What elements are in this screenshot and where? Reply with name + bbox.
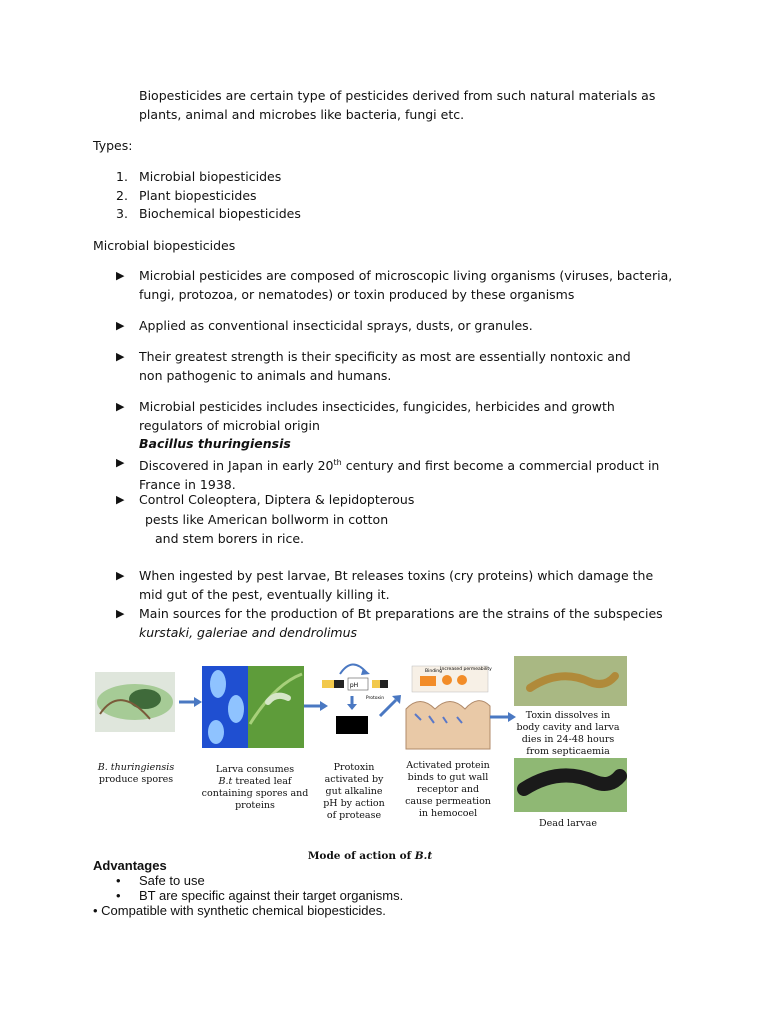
bullet-arrow-icon: ▶ — [116, 400, 125, 413]
bullet-arrow-icon: ▶ — [116, 493, 125, 506]
bt-heading: Bacillus thuringiensis — [139, 436, 291, 451]
list-number: 3. — [116, 206, 128, 221]
arrow-icon — [179, 697, 202, 707]
caption-2 — [200, 764, 310, 812]
bacterium-image — [95, 672, 175, 732]
bt-ingested: When ingested by pest larvae, Bt releases toxins (cry proteins) which damage the mid gut of the pest, eventually killing it. — [139, 568, 654, 602]
protoxin-label: Protoxin — [365, 696, 385, 701]
list-item: Plant biopesticides — [139, 188, 257, 203]
intro-paragraph: Biopesticides are certain type of pesticides derived from such natural materials as plants, animal and microbes like bacteria, fungi etc. — [139, 88, 656, 122]
caption-4: Activated protein binds to gut wall receptor and cause permeation in hemocoel — [405, 760, 491, 819]
bt-control-line-3: and stem borers in rice. — [155, 531, 305, 546]
larva-image — [514, 656, 627, 706]
advantage-item: BT are specific against their target organisms. — [139, 888, 404, 903]
caption-2a: Larva consumes — [215, 764, 295, 775]
bullet-item: Their greatest strength is their specificity as most are essentially nontoxic and non pathogenic to animals and humans. — [139, 349, 631, 383]
microbial-heading: Microbial biopesticides — [93, 238, 236, 253]
figure-title-bt: B.t — [414, 850, 433, 862]
permeability-label: Increased permeability — [440, 667, 492, 672]
advantage-item-last: • Compatible with synthetic chemical biopesticides. — [93, 903, 386, 918]
bullet-arrow-icon: ▶ — [116, 607, 125, 620]
bt-discovered-text: Discovered in Japan in early 20 — [139, 458, 334, 474]
spores-leaf-image — [202, 666, 304, 748]
figure-illustration — [90, 654, 635, 864]
figure-title-text: Mode of action of — [307, 850, 415, 862]
dead-larvae-image — [514, 758, 627, 812]
bullet-arrow-icon: ▶ — [116, 456, 125, 469]
caption-1a: B. thuringiensis — [97, 762, 175, 773]
ordinal-sup: th — [333, 458, 342, 467]
list-number: 1. — [116, 169, 128, 184]
bt-subspecies: kurstaki, galeriae and dendrolimus — [139, 625, 358, 640]
list-item: Biochemical biopesticides — [139, 206, 301, 221]
bullet-arrow-icon: ▶ — [116, 350, 125, 363]
bullet-arrow-icon: ▶ — [116, 269, 125, 282]
bt-sources — [139, 604, 679, 642]
bullet-dot-icon: • — [116, 888, 121, 903]
caption-6: Dead larvae — [539, 818, 597, 829]
caption-5: Toxin dissolves in body cavity and larva dies in 24-48 hours from septicaemia — [516, 710, 620, 757]
bullet-dot-icon: • — [116, 873, 121, 888]
list-item: Microbial biopesticides — [139, 169, 282, 184]
caption-2c: treated leaf containing spores and proteins — [201, 776, 309, 811]
caption-1b: produce spores — [98, 774, 174, 785]
arrow-icon — [304, 701, 328, 711]
bt-discovered-text-2: century and first become a commercial product in France in 1938. — [139, 458, 660, 493]
caption-2-bt: B.t — [218, 776, 233, 787]
bt-discovered — [139, 453, 679, 494]
bullet-item: Microbial pesticides includes insecticides, fungicides, herbicides and growth regulators of microbial origin — [139, 399, 615, 433]
list-number: 2. — [116, 188, 128, 203]
figure-title — [250, 850, 490, 862]
caption-3: Protoxin activated by gut alkaline pH by action of protease — [323, 762, 385, 821]
bt-control-line-2: pests like American bollworm in cotton — [145, 512, 389, 527]
arrow-icon — [490, 712, 516, 722]
binding-label: Binding — [425, 669, 443, 674]
advantage-item: Safe to use — [139, 873, 205, 888]
mode-of-action-figure — [90, 654, 635, 864]
bullet-item: Applied as conventional insecticidal sprays, dusts, or granules. — [139, 318, 533, 333]
bt-sources-text: Main sources for the production of Bt preparations are the strains of the subspecies — [139, 606, 663, 621]
gut-wall-diagram — [406, 666, 490, 749]
advantages-heading: Advantages — [93, 858, 167, 873]
bullet-item: Microbial pesticides are composed of microscopic living organisms (viruses, bacteria, fungi, protozoa, or nematodes) or toxin produced by these organisms — [139, 268, 673, 302]
bt-control-line-1: Control Coleoptera, Diptera & lepidopterous — [139, 492, 415, 507]
bullet-arrow-icon: ▶ — [116, 319, 125, 332]
ph-label: pH — [349, 682, 359, 689]
bullet-arrow-icon: ▶ — [116, 569, 125, 582]
types-label: Types: — [93, 138, 133, 153]
